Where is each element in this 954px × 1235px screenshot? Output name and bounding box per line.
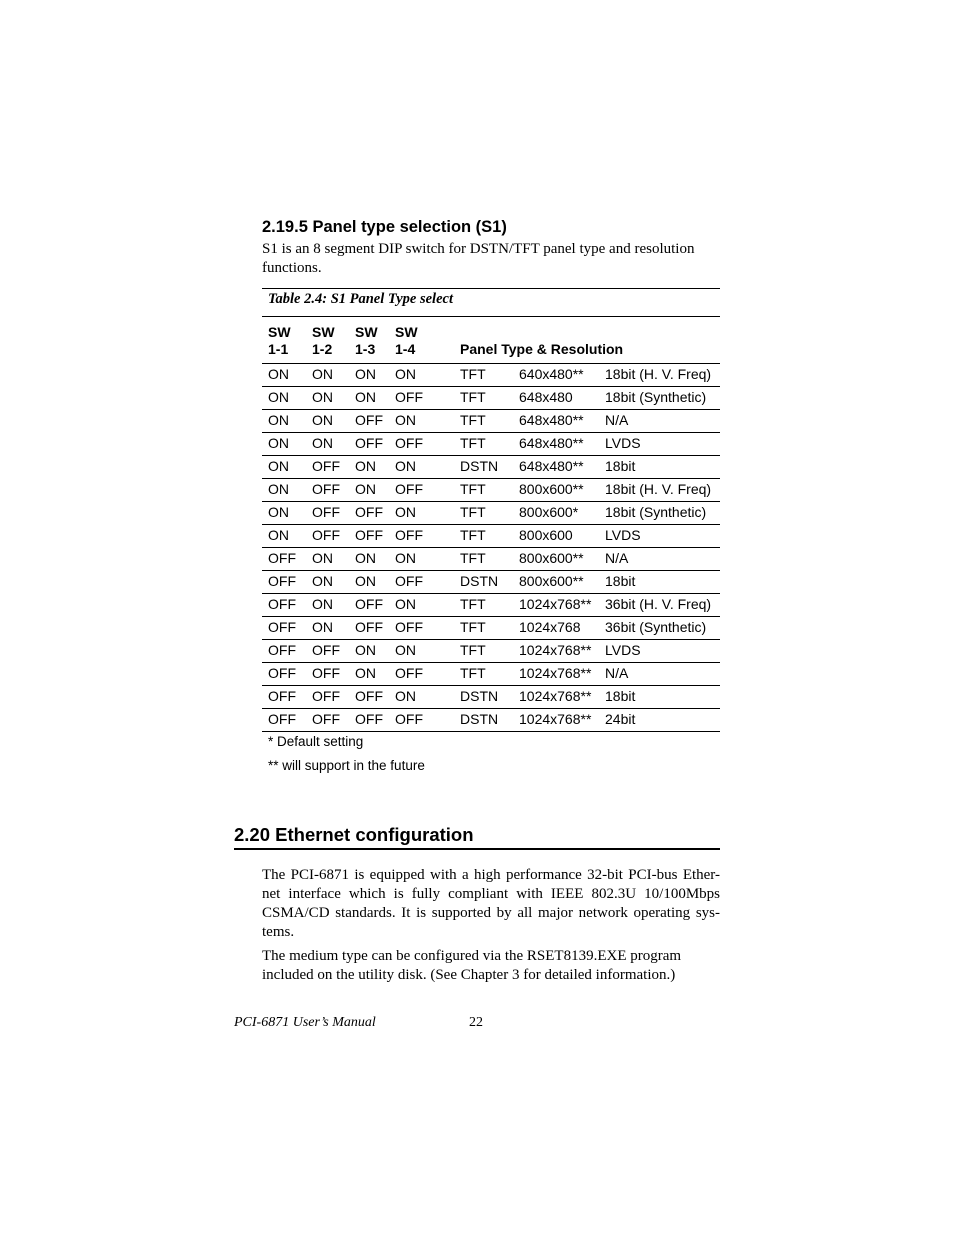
table-cell: OFF	[262, 686, 306, 709]
table-cell: ON	[349, 479, 389, 502]
table-cell: ON	[389, 640, 454, 663]
table-cell: OFF	[389, 433, 454, 456]
table-cell: 18bit (Synthetic)	[599, 387, 720, 410]
table-cell: 800x600**	[513, 479, 599, 502]
table-cell: OFF	[389, 571, 454, 594]
table-cell: OFF	[349, 617, 389, 640]
table-cell: ON	[349, 571, 389, 594]
table-row	[262, 571, 720, 594]
table-cell: OFF	[262, 594, 306, 617]
table-cell: ON	[306, 433, 349, 456]
table-cell: OFF	[389, 617, 454, 640]
table-cell: OFF	[349, 709, 389, 732]
panel-type-table	[262, 317, 720, 732]
ethernet-paragraph-1: The PCI-6871 is equipped with a high performance 32-bit PCI-bus Ether-net interface which is fully compliant with IEEE 802.3U 10/100Mbps CSMA/CD standards. It is supported by all major network operating sys-tems.	[262, 867, 720, 940]
note-default-setting: * Default setting	[268, 734, 364, 749]
table-cell: TFT	[454, 433, 513, 456]
table-cell: 1024x768**	[513, 663, 599, 686]
table-cell: 18bit	[599, 686, 720, 709]
table-cell: 1024x768**	[513, 686, 599, 709]
table-cell: 18bit (H. V. Freq)	[599, 364, 720, 387]
footer-manual-title: PCI-6871 User’s Manual	[234, 1015, 376, 1030]
table-cell: 648x480	[513, 387, 599, 410]
table-cell: ON	[262, 364, 306, 387]
table-cell: ON	[262, 433, 306, 456]
table-cell: OFF	[306, 686, 349, 709]
table-cell: OFF	[389, 709, 454, 732]
table-row	[262, 525, 720, 548]
table-cell: ON	[306, 617, 349, 640]
table-row	[262, 617, 720, 640]
table-cell: OFF	[306, 525, 349, 548]
header-sw-1-3: SW 1-3	[349, 317, 389, 364]
table-cell: 18bit	[599, 456, 720, 479]
table-cell: TFT	[454, 617, 513, 640]
table-cell: ON	[349, 456, 389, 479]
table-cell: ON	[306, 548, 349, 571]
table-cell: OFF	[349, 594, 389, 617]
header-sw-1-4: SW 1-4	[389, 317, 454, 364]
table-cell: ON	[262, 410, 306, 433]
table-cell: 1024x768**	[513, 709, 599, 732]
table-cell: 1024x768**	[513, 594, 599, 617]
table-cell: ON	[349, 548, 389, 571]
table-cell: LVDS	[599, 525, 720, 548]
table-cell: ON	[262, 525, 306, 548]
table-cell: LVDS	[599, 640, 720, 663]
table-cell: OFF	[349, 502, 389, 525]
table-row	[262, 456, 720, 479]
table-row	[262, 709, 720, 732]
table-row	[262, 410, 720, 433]
table-cell: OFF	[262, 617, 306, 640]
table-cell: OFF	[262, 663, 306, 686]
table-cell: 800x600**	[513, 571, 599, 594]
table-row	[262, 479, 720, 502]
table-cell: TFT	[454, 525, 513, 548]
table-cell: OFF	[349, 686, 389, 709]
note-future-support: ** will support in the future	[268, 758, 425, 773]
table-cell: 36bit (Synthetic)	[599, 617, 720, 640]
table-cell: DSTN	[454, 456, 513, 479]
table-cell: 24bit	[599, 709, 720, 732]
table-cell: ON	[262, 387, 306, 410]
table-cell: 648x480**	[513, 456, 599, 479]
table-cell: OFF	[306, 640, 349, 663]
section-heading: 2.20 Ethernet configuration	[234, 824, 474, 845]
table-cell: ON	[389, 686, 454, 709]
table-cell: ON	[262, 479, 306, 502]
table-cell: OFF	[349, 433, 389, 456]
table-cell: ON	[349, 640, 389, 663]
table-row	[262, 364, 720, 387]
table-cell: 648x480**	[513, 433, 599, 456]
table-row	[262, 594, 720, 617]
table-cell: 800x600	[513, 525, 599, 548]
table-cell: 800x600*	[513, 502, 599, 525]
table-cell: ON	[306, 410, 349, 433]
section-divider	[234, 848, 720, 850]
table-cell: 36bit (H. V. Freq)	[599, 594, 720, 617]
table-cell: OFF	[306, 502, 349, 525]
table-cell: TFT	[454, 410, 513, 433]
table-cell: ON	[306, 387, 349, 410]
ethernet-paragraph-2: The medium type can be configured via the RSET8139.EXE program included on the utility disk. (See Chapter 3 for detailed information.)	[262, 948, 682, 983]
table-cell: ON	[389, 594, 454, 617]
table-row	[262, 640, 720, 663]
table-row	[262, 387, 720, 410]
table-cell: ON	[262, 456, 306, 479]
table-cell: ON	[389, 548, 454, 571]
table-cell: DSTN	[454, 709, 513, 732]
table-cell: DSTN	[454, 686, 513, 709]
table-cell: 18bit (H. V. Freq)	[599, 479, 720, 502]
table-caption: Table 2.4: S1 Panel Type select	[262, 288, 720, 317]
table-cell: TFT	[454, 502, 513, 525]
header-sw-1-1: SW 1-1	[262, 317, 306, 364]
table-cell: OFF	[306, 709, 349, 732]
table-cell: OFF	[306, 456, 349, 479]
table-row	[262, 686, 720, 709]
panel-type-table-block	[262, 288, 720, 732]
table-cell: TFT	[454, 663, 513, 686]
table-cell: DSTN	[454, 571, 513, 594]
table-cell: ON	[389, 456, 454, 479]
table-row	[262, 502, 720, 525]
table-cell: ON	[262, 502, 306, 525]
table-cell: TFT	[454, 640, 513, 663]
table-row	[262, 548, 720, 571]
table-cell: ON	[306, 571, 349, 594]
table-cell: OFF	[262, 548, 306, 571]
table-cell: OFF	[262, 640, 306, 663]
table-cell: OFF	[349, 525, 389, 548]
table-cell: ON	[306, 364, 349, 387]
table-cell: ON	[389, 364, 454, 387]
table-cell: ON	[389, 502, 454, 525]
table-cell: 1024x768	[513, 617, 599, 640]
table-row	[262, 663, 720, 686]
header-sw-1-2: SW 1-2	[306, 317, 349, 364]
table-cell: OFF	[389, 525, 454, 548]
table-header-row	[262, 317, 720, 364]
table-cell: OFF	[262, 709, 306, 732]
table-cell: N/A	[599, 548, 720, 571]
subsection-heading: 2.19.5 Panel type selection (S1)	[262, 218, 507, 236]
table-cell: OFF	[306, 479, 349, 502]
table-cell: ON	[349, 663, 389, 686]
table-cell: OFF	[389, 387, 454, 410]
table-cell: ON	[389, 410, 454, 433]
table-cell: OFF	[389, 663, 454, 686]
table-cell: 640x480**	[513, 364, 599, 387]
table-cell: TFT	[454, 479, 513, 502]
table-cell: ON	[349, 364, 389, 387]
table-cell: ON	[306, 594, 349, 617]
table-cell: N/A	[599, 410, 720, 433]
table-cell: N/A	[599, 663, 720, 686]
footer-page-number: 22	[469, 1015, 483, 1030]
table-cell: TFT	[454, 548, 513, 571]
subsection-intro: S1 is an 8 segment DIP switch for DSTN/TFT panel type and resolution functions.	[262, 241, 695, 276]
table-cell: TFT	[454, 594, 513, 617]
table-cell: 800x600**	[513, 548, 599, 571]
table-cell: OFF	[349, 410, 389, 433]
table-cell: 18bit	[599, 571, 720, 594]
table-cell: ON	[349, 387, 389, 410]
table-cell: TFT	[454, 387, 513, 410]
table-cell: LVDS	[599, 433, 720, 456]
table-cell: OFF	[389, 479, 454, 502]
table-cell: 648x480**	[513, 410, 599, 433]
table-cell: OFF	[262, 571, 306, 594]
table-row	[262, 433, 720, 456]
table-cell: 18bit (Synthetic)	[599, 502, 720, 525]
table-cell: TFT	[454, 364, 513, 387]
table-cell: OFF	[306, 663, 349, 686]
table-cell: 1024x768**	[513, 640, 599, 663]
header-panel-type: Panel Type & Resolution	[454, 317, 720, 364]
